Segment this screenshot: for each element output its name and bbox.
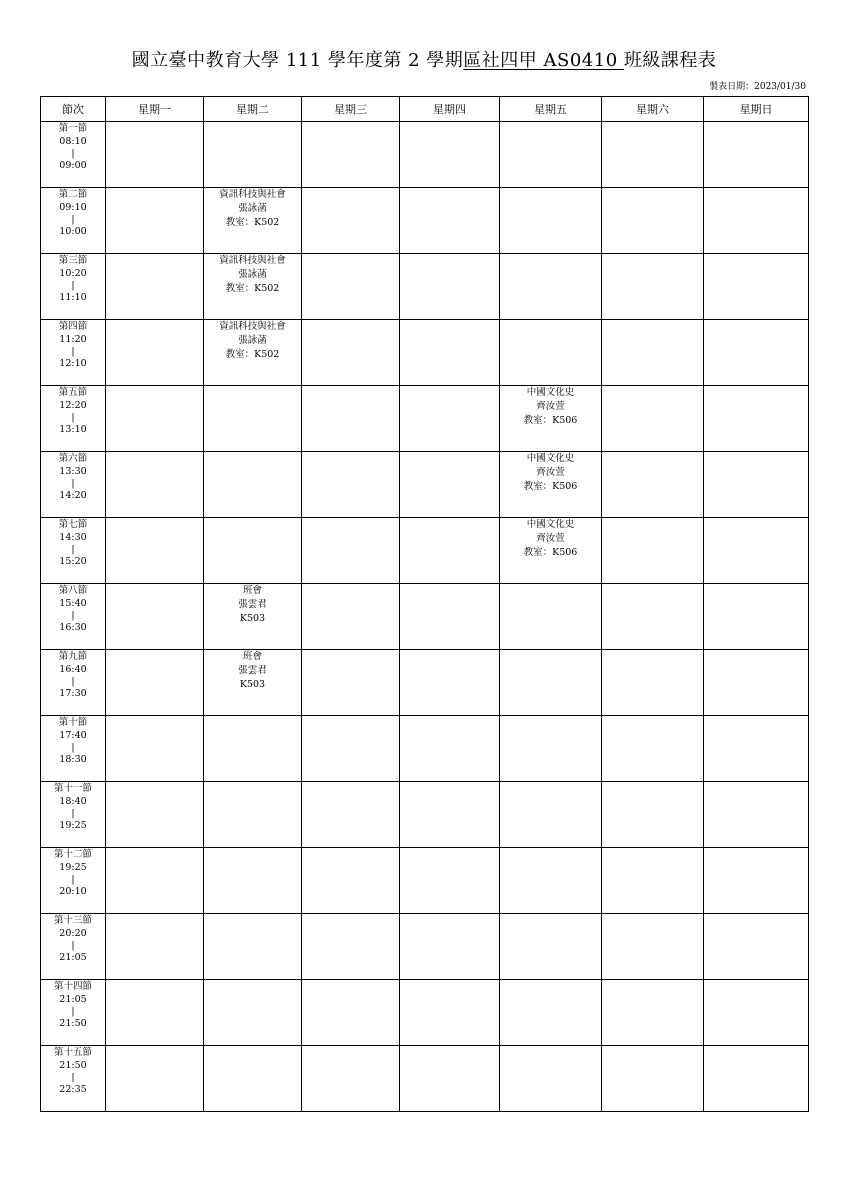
period-cell — [41, 254, 106, 320]
period-start-time: 10:20 — [59, 268, 87, 279]
table-row — [41, 188, 809, 254]
period-cell — [41, 650, 106, 716]
table-row — [41, 584, 809, 650]
schedule-cell-sunday — [704, 320, 809, 386]
period-label: 第九節 — [58, 651, 88, 662]
table-row — [41, 452, 809, 518]
schedule-cell-thursday — [400, 122, 500, 188]
schedule-cell-tuesday — [204, 188, 302, 254]
schedule-cell-thursday — [400, 188, 500, 254]
schedule-cell-saturday — [602, 254, 704, 320]
schedule-cell-saturday — [602, 848, 704, 914]
schedule-cell-saturday — [602, 1046, 704, 1112]
course-room: 教室：K506 — [523, 481, 578, 492]
period-time-separator: | — [71, 1072, 75, 1083]
column-header-sunday: 星期日 — [704, 97, 809, 122]
period-cell — [41, 386, 106, 452]
period-cell — [41, 584, 106, 650]
schedule-cell-tuesday — [204, 980, 302, 1046]
period-label: 第十二節 — [53, 849, 92, 860]
schedule-cell-friday — [500, 584, 602, 650]
column-header-wednesday: 星期三 — [302, 97, 400, 122]
course-teacher: 張詠菡 — [238, 269, 267, 280]
course-room: K503 — [239, 613, 266, 624]
course-teacher: 張雲君 — [238, 599, 267, 610]
schedule-cell-wednesday — [302, 914, 400, 980]
schedule-table — [40, 96, 809, 1112]
schedule-cell-monday — [106, 584, 204, 650]
period-start-time: 16:40 — [59, 664, 87, 675]
schedule-cell-wednesday — [302, 980, 400, 1046]
course-name: 資訊科技與社會 — [219, 321, 286, 332]
schedule-cell-tuesday — [204, 320, 302, 386]
schedule-cell-sunday — [704, 716, 809, 782]
schedule-cell-saturday — [602, 782, 704, 848]
schedule-cell-monday — [106, 518, 204, 584]
schedule-cell-monday — [106, 122, 204, 188]
course-name: 中國文化史 — [526, 519, 575, 530]
schedule-cell-sunday — [704, 386, 809, 452]
schedule-cell-saturday — [602, 716, 704, 782]
course-room: 教室：K502 — [225, 283, 280, 294]
schedule-cell-tuesday — [204, 650, 302, 716]
period-cell — [41, 188, 106, 254]
schedule-cell-friday — [500, 188, 602, 254]
period-label: 第一節 — [58, 123, 88, 134]
schedule-cell-sunday — [704, 518, 809, 584]
period-end-time: 15:20 — [59, 556, 87, 567]
schedule-cell-saturday — [602, 980, 704, 1046]
schedule-cell-sunday — [704, 782, 809, 848]
schedule-cell-wednesday — [302, 518, 400, 584]
course-teacher: 張詠菡 — [238, 335, 267, 346]
schedule-cell-tuesday — [204, 122, 302, 188]
course-teacher: 張雲君 — [238, 665, 267, 676]
schedule-cell-sunday — [704, 188, 809, 254]
schedule-cell-monday — [106, 452, 204, 518]
schedule-cell-saturday — [602, 584, 704, 650]
period-label: 第十五節 — [53, 1047, 92, 1058]
period-label: 第六節 — [58, 453, 88, 464]
period-time-separator: | — [71, 478, 75, 489]
schedule-cell-monday — [106, 320, 204, 386]
schedule-cell-wednesday — [302, 188, 400, 254]
schedule-cell-monday — [106, 650, 204, 716]
schedule-cell-thursday — [400, 452, 500, 518]
table-row — [41, 320, 809, 386]
schedule-cell-sunday — [704, 254, 809, 320]
period-label: 第三節 — [58, 255, 88, 266]
period-label: 第五節 — [58, 387, 88, 398]
schedule-cell-friday — [500, 518, 602, 584]
schedule-cell-friday — [500, 716, 602, 782]
period-cell — [41, 452, 106, 518]
column-header-thursday: 星期四 — [400, 97, 500, 122]
period-time-separator: | — [71, 742, 75, 753]
period-cell — [41, 518, 106, 584]
course-name: 資訊科技與社會 — [219, 189, 286, 200]
period-cell — [41, 782, 106, 848]
course-teacher: 齊汝萱 — [536, 401, 565, 412]
schedule-cell-monday — [106, 1046, 204, 1112]
schedule-body — [41, 122, 809, 1112]
period-end-time: 11:10 — [59, 292, 87, 303]
schedule-cell-wednesday — [302, 452, 400, 518]
period-time-separator: | — [71, 808, 75, 819]
period-end-time: 20:10 — [59, 886, 87, 897]
schedule-cell-thursday — [400, 782, 500, 848]
schedule-cell-tuesday — [204, 584, 302, 650]
schedule-cell-monday — [106, 782, 204, 848]
schedule-cell-tuesday — [204, 914, 302, 980]
schedule-cell-saturday — [602, 122, 704, 188]
schedule-cell-tuesday — [204, 518, 302, 584]
period-end-time: 14:20 — [59, 490, 87, 501]
table-row — [41, 518, 809, 584]
table-row — [41, 782, 809, 848]
course-room: 教室：K506 — [523, 547, 578, 558]
schedule-cell-saturday — [602, 452, 704, 518]
schedule-cell-wednesday — [302, 1046, 400, 1112]
period-time-separator: | — [71, 874, 75, 885]
schedule-cell-friday — [500, 980, 602, 1046]
period-time-separator: | — [71, 940, 75, 951]
schedule-cell-tuesday — [204, 782, 302, 848]
schedule-cell-thursday — [400, 254, 500, 320]
period-end-time: 16:30 — [59, 622, 87, 633]
schedule-cell-thursday — [400, 848, 500, 914]
course-name: 班會 — [242, 585, 262, 596]
schedule-cell-monday — [106, 716, 204, 782]
schedule-cell-sunday — [704, 914, 809, 980]
schedule-cell-wednesday — [302, 584, 400, 650]
schedule-cell-friday — [500, 914, 602, 980]
schedule-cell-wednesday — [302, 848, 400, 914]
period-end-time: 12:10 — [59, 358, 87, 369]
title-class: 區社四甲 AS0410 — [463, 50, 624, 71]
schedule-cell-friday — [500, 254, 602, 320]
column-header-friday: 星期五 — [500, 97, 602, 122]
column-header-period: 節次 — [41, 97, 106, 122]
schedule-cell-sunday — [704, 848, 809, 914]
schedule-cell-thursday — [400, 386, 500, 452]
schedule-cell-friday — [500, 782, 602, 848]
course-teacher: 齊汝萱 — [536, 533, 565, 544]
period-time-separator: | — [71, 1006, 75, 1017]
period-start-time: 08:10 — [59, 136, 87, 147]
course-room: 教室：K502 — [225, 217, 280, 228]
schedule-cell-wednesday — [302, 320, 400, 386]
schedule-cell-friday — [500, 386, 602, 452]
schedule-cell-tuesday — [204, 1046, 302, 1112]
schedule-cell-tuesday — [204, 716, 302, 782]
column-header-monday: 星期一 — [106, 97, 204, 122]
period-cell — [41, 848, 106, 914]
course-name: 中國文化史 — [526, 453, 575, 464]
column-header-saturday: 星期六 — [602, 97, 704, 122]
period-time-separator: | — [71, 676, 75, 687]
course-room: K503 — [239, 679, 266, 690]
period-start-time: 13:30 — [59, 466, 87, 477]
period-start-time: 19:25 — [59, 862, 87, 873]
schedule-cell-sunday — [704, 650, 809, 716]
period-start-time: 15:40 — [59, 598, 87, 609]
schedule-cell-sunday — [704, 584, 809, 650]
column-header-tuesday: 星期二 — [204, 97, 302, 122]
schedule-cell-thursday — [400, 584, 500, 650]
period-start-time: 09:10 — [59, 202, 87, 213]
period-end-time: 10:00 — [59, 226, 87, 237]
period-start-time: 14:30 — [59, 532, 87, 543]
course-room: 教室：K502 — [225, 349, 280, 360]
period-end-time: 21:05 — [59, 952, 87, 963]
period-start-time: 12:20 — [59, 400, 87, 411]
period-end-time: 22:35 — [59, 1084, 87, 1095]
title-suffix: 班級課程表 — [623, 50, 717, 71]
table-row — [41, 716, 809, 782]
table-row — [41, 386, 809, 452]
header-row — [41, 97, 809, 122]
schedule-cell-friday — [500, 848, 602, 914]
schedule-cell-thursday — [400, 1046, 500, 1112]
schedule-cell-friday — [500, 650, 602, 716]
period-cell — [41, 1046, 106, 1112]
period-end-time: 21:50 — [59, 1018, 87, 1029]
schedule-cell-wednesday — [302, 254, 400, 320]
schedule-cell-thursday — [400, 914, 500, 980]
schedule-cell-friday — [500, 122, 602, 188]
course-teacher: 齊汝萱 — [536, 467, 565, 478]
schedule-cell-sunday — [704, 452, 809, 518]
schedule-cell-wednesday — [302, 716, 400, 782]
title-prefix: 國立臺中教育大學 111 學年度第 2 學期 — [131, 50, 464, 71]
schedule-cell-wednesday — [302, 386, 400, 452]
schedule-cell-saturday — [602, 188, 704, 254]
period-start-time: 20:20 — [59, 928, 87, 939]
period-label: 第十節 — [58, 717, 88, 728]
period-start-time: 18:40 — [59, 796, 87, 807]
period-time-separator: | — [71, 148, 75, 159]
course-room: 教室：K506 — [523, 415, 578, 426]
period-time-separator: | — [71, 346, 75, 357]
schedule-cell-tuesday — [204, 848, 302, 914]
table-row — [41, 914, 809, 980]
period-time-separator: | — [71, 280, 75, 291]
period-start-time: 11:20 — [59, 334, 87, 345]
period-end-time: 19:25 — [59, 820, 87, 831]
schedule-cell-monday — [106, 386, 204, 452]
schedule-cell-thursday — [400, 518, 500, 584]
table-row — [41, 650, 809, 716]
schedule-cell-monday — [106, 914, 204, 980]
period-end-time: 17:30 — [59, 688, 87, 699]
period-label: 第八節 — [58, 585, 88, 596]
period-cell — [41, 122, 106, 188]
schedule-cell-saturday — [602, 650, 704, 716]
table-row — [41, 122, 809, 188]
schedule-cell-monday — [106, 188, 204, 254]
course-name: 班會 — [242, 651, 262, 662]
period-start-time: 21:05 — [59, 994, 87, 1005]
period-start-time: 21:50 — [59, 1060, 87, 1071]
period-label: 第十一節 — [53, 783, 92, 794]
period-label: 第四節 — [58, 321, 88, 332]
period-time-separator: | — [71, 544, 75, 555]
course-name: 資訊科技與社會 — [219, 255, 286, 266]
period-label: 第十四節 — [53, 981, 92, 992]
period-cell — [41, 716, 106, 782]
schedule-cell-monday — [106, 980, 204, 1046]
period-time-separator: | — [71, 412, 75, 423]
schedule-cell-saturday — [602, 914, 704, 980]
period-start-time: 17:40 — [59, 730, 87, 741]
schedule-cell-tuesday — [204, 452, 302, 518]
period-cell — [41, 320, 106, 386]
table-row — [41, 980, 809, 1046]
schedule-cell-tuesday — [204, 386, 302, 452]
schedule-cell-thursday — [400, 980, 500, 1046]
period-time-separator: | — [71, 214, 75, 225]
schedule-cell-monday — [106, 254, 204, 320]
period-time-separator: | — [71, 610, 75, 621]
schedule-cell-thursday — [400, 716, 500, 782]
table-row — [41, 1046, 809, 1112]
schedule-cell-friday — [500, 1046, 602, 1112]
page-title — [0, 46, 848, 72]
schedule-cell-tuesday — [204, 254, 302, 320]
schedule-cell-wednesday — [302, 782, 400, 848]
schedule-cell-sunday — [704, 980, 809, 1046]
table-row — [41, 848, 809, 914]
schedule-cell-friday — [500, 320, 602, 386]
period-end-time: 13:10 — [59, 424, 87, 435]
schedule-cell-saturday — [602, 320, 704, 386]
period-end-time: 18:30 — [59, 754, 87, 765]
period-cell — [41, 914, 106, 980]
schedule-cell-wednesday — [302, 122, 400, 188]
period-cell — [41, 980, 106, 1046]
period-label: 第七節 — [58, 519, 88, 530]
schedule-cell-wednesday — [302, 650, 400, 716]
table-row — [41, 254, 809, 320]
schedule-cell-thursday — [400, 320, 500, 386]
schedule-cell-thursday — [400, 650, 500, 716]
course-name: 中國文化史 — [526, 387, 575, 398]
schedule-cell-friday — [500, 452, 602, 518]
made-date: 製表日期：2023/01/30 — [709, 82, 806, 92]
schedule-cell-saturday — [602, 518, 704, 584]
period-label: 第十三節 — [53, 915, 92, 926]
schedule-cell-saturday — [602, 386, 704, 452]
period-label: 第二節 — [58, 189, 88, 200]
schedule-cell-sunday — [704, 1046, 809, 1112]
course-teacher: 張詠菡 — [238, 203, 267, 214]
schedule-cell-monday — [106, 848, 204, 914]
schedule-cell-sunday — [704, 122, 809, 188]
period-end-time: 09:00 — [59, 160, 87, 171]
